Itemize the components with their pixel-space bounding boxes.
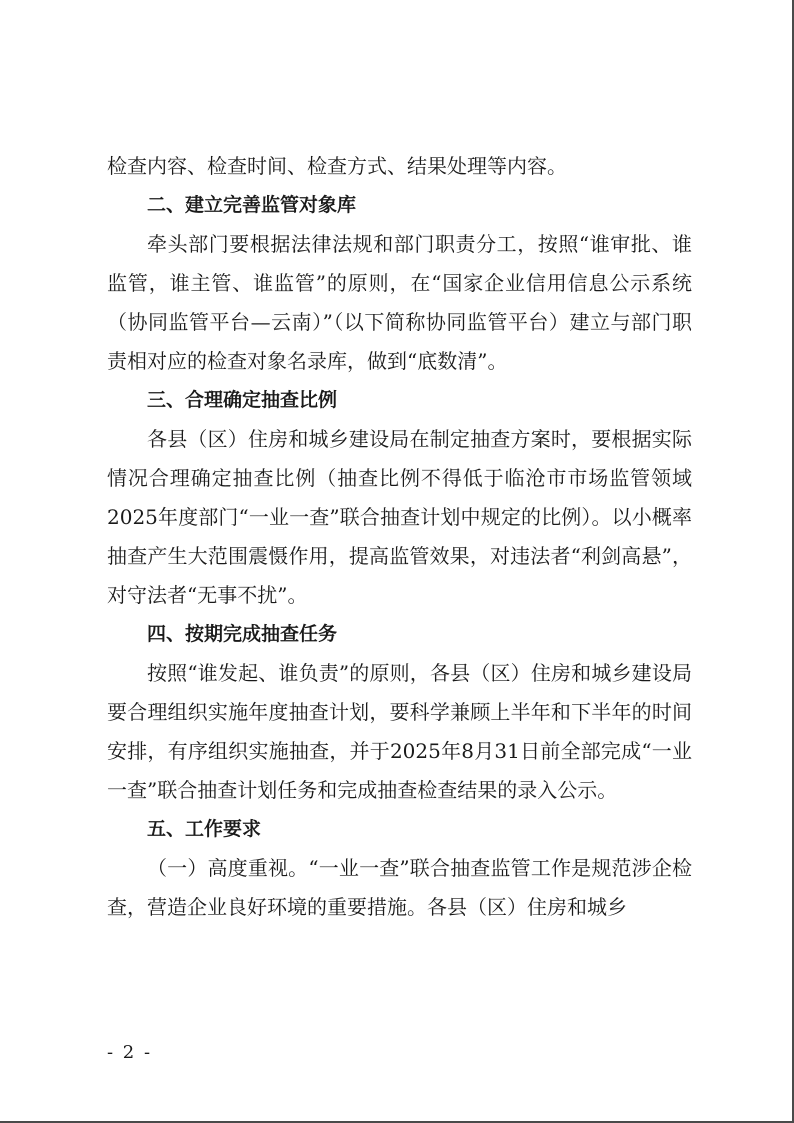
section-heading-4: 四、按期完成抽查任务 bbox=[147, 623, 338, 645]
paragraph-continued: 检查内容、检查时间、检查方式、结果处理等内容。 bbox=[107, 154, 567, 178]
section-heading-2: 二、建立完善监管对象库 bbox=[147, 194, 357, 216]
section-heading-5: 五、工作要求 bbox=[147, 818, 262, 840]
paragraph-section-4: 按照“谁发起、谁负责”的原则，各县（区）住房和城乡建设局要合理组织实施年度抽查计划，要科学兼顾上半年和下半年的时间安排，有序组织实施抽查，并于2025年8月31日前全部完成“一业一查”联合抽查计划任务和完成抽查检查结果的录入公示。 bbox=[107, 661, 692, 802]
paragraph-section-2: 牵头部门要根据法律法规和部门职责分工，按照“谁审批、谁监管，谁主管、谁监管”的原则，在“国家企业信用信息公示系统（协同监管平台—云南）”（以下简称协同监管平台）建立与部门职责相对应的检查对象名录库，做到“底数清”。 bbox=[107, 232, 692, 373]
page-number: - 2 - bbox=[107, 1042, 153, 1063]
section-heading-3: 三、合理确定抽查比例 bbox=[147, 389, 338, 411]
paragraph-section-3: 各县（区）住房和城乡建设局在制定抽查方案时，要根据实际情况合理确定抽查比例（抽查比例不得低于临沧市市场监管领域2025年度部门“一业一查”联合抽查计划中规定的比例）。以小概率抽查产生大范围震慑作用，提高监管效果，对违法者“利剑高悬”，对守法者“无事不扰”。 bbox=[107, 427, 692, 607]
paragraph-section-5: （一）高度重视。“一业一查”联合抽查监管工作是规范涉企检查，营造企业良好环境的重要措施。各县（区）住房和城乡 bbox=[107, 856, 692, 919]
document-body bbox=[107, 147, 692, 927]
